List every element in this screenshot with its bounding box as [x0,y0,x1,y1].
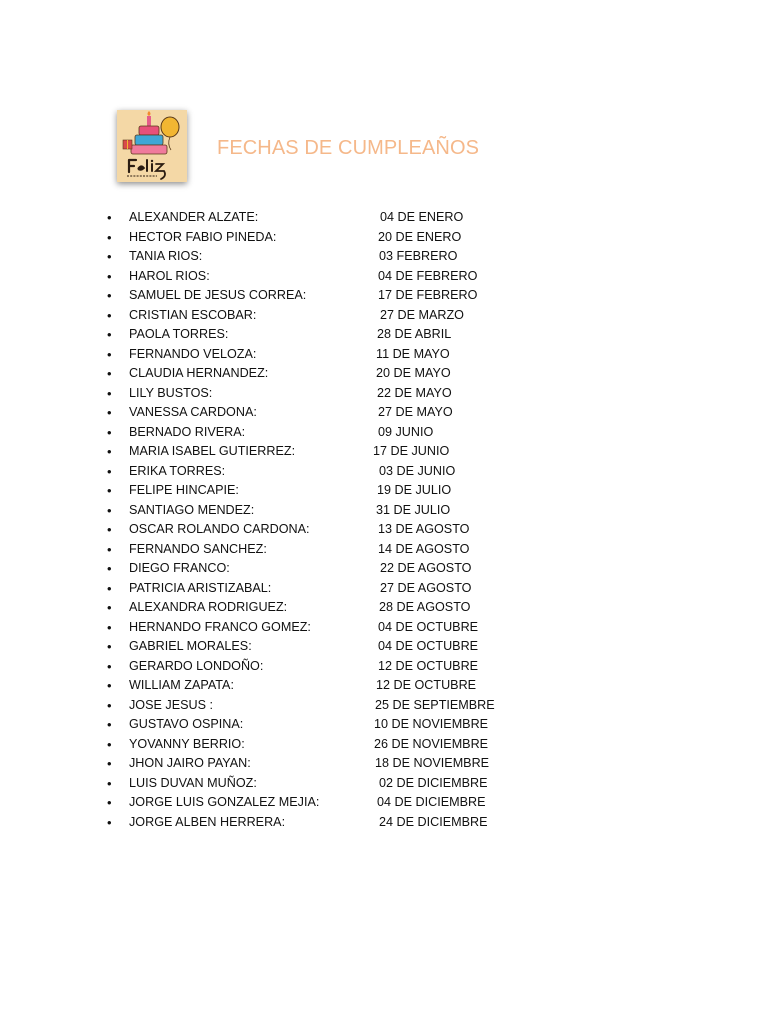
list-item [105,676,545,696]
list-item [105,540,545,560]
person-name: FERNANDO VELOZA: [129,346,257,361]
list-item [105,774,545,794]
list-item [105,637,545,657]
list-item [105,247,545,267]
birthday-date: 18 DE NOVIEMBRE [375,756,490,770]
birthday-date: 24 DE DICIEMBRE [379,814,488,829]
birthday-list [105,208,545,832]
person-name: DIEGO FRANCO: [129,561,230,575]
list-item [105,793,545,813]
person-name: PAOLA TORRES: [129,327,229,341]
person-name: ERIKA TORRES: [129,463,226,478]
bullet-icon: • [107,307,112,323]
person-name: BERNADO RIVERA: [129,424,246,439]
person-name: SAMUEL DE JESUS CORREA: [129,288,307,302]
list-item [105,384,545,404]
birthday-cake-icon [117,110,187,182]
bullet-icon: • [107,756,112,771]
bullet-icon: • [107,561,112,576]
feliz-cumpleanos-logo [117,110,187,182]
birthday-date: 20 DE MAYO [376,366,451,380]
list-item [105,813,545,833]
bullet-icon: • [107,502,112,518]
bullet-icon: • [107,814,112,830]
person-name: JORGE ALBEN HERRERA: [129,814,286,829]
birthday-date: 04 DE FEBRERO [378,268,478,283]
page-title: FECHAS DE CUMPLEAÑOS [217,137,480,159]
bullet-icon: • [107,736,112,752]
bullet-icon: • [107,444,112,459]
list-item [105,462,545,482]
list-item [105,735,545,755]
person-name: HECTOR FABIO PINEDA: [129,229,277,244]
birthday-date: 04 DE ENERO [380,210,464,224]
bullet-icon: • [107,249,112,264]
list-item [105,228,545,248]
bullet-icon: • [107,697,112,713]
bullet-icon: • [107,288,112,303]
list-item [105,286,545,306]
birthday-date: 17 DE FEBRERO [378,288,478,302]
list-item [105,364,545,384]
bullet-icon: • [107,385,112,401]
birthday-date: 13 DE AGOSTO [378,522,470,536]
birthday-date: 09 JUNIO [378,424,434,439]
bullet-icon: • [107,600,112,615]
list-item [105,325,545,345]
list-item [105,403,545,423]
person-name: HAROL RIOS: [129,268,210,283]
person-name: GERARDO LONDOÑO: [129,658,264,673]
bullet-icon: • [107,210,112,225]
birthday-date: 14 DE AGOSTO [378,541,470,556]
bullet-icon: • [107,346,112,362]
bullet-icon: • [107,229,112,245]
bullet-icon: • [107,483,112,498]
list-item [105,481,545,501]
list-item [105,754,545,774]
bullet-icon: • [107,327,112,342]
birthday-date: 03 DE JUNIO [379,463,456,478]
birthday-date: 17 DE JUNIO [373,444,450,458]
person-name: CLAUDIA HERNANDEZ: [129,366,269,380]
bullet-icon: • [107,522,112,537]
person-name: JOSE JESUS : [129,697,213,712]
person-name: TANIA RIOS: [129,249,203,263]
person-name: ALEXANDRA RODRIGUEZ: [129,600,288,614]
person-name: HERNANDO FRANCO GOMEZ: [129,619,311,634]
birthday-date: 12 DE OCTUBRE [376,678,477,692]
birthday-date: 03 FEBRERO [379,249,458,263]
person-name: ALEXANDER ALZATE: [129,210,259,224]
person-name: GUSTAVO OSPINA: [129,717,244,731]
person-name: PATRICIA ARISTIZABAL: [129,580,272,595]
birthday-date: 19 DE JULIO [377,483,452,497]
bullet-icon: • [107,795,112,810]
person-name: CRISTIAN ESCOBAR: [129,307,257,322]
bullet-icon: • [107,678,112,693]
list-item [105,559,545,579]
bullet-icon: • [107,717,112,732]
birthday-date: 31 DE JULIO [376,502,451,517]
person-name: WILLIAM ZAPATA: [129,678,234,692]
list-item [105,423,545,443]
birthday-date: 11 DE MAYO [376,346,450,361]
birthday-date: 10 DE NOVIEMBRE [374,717,489,731]
list-item [105,208,545,228]
birthday-date: 04 DE OCTUBRE [378,619,479,634]
person-name: FERNANDO SANCHEZ: [129,541,267,556]
bullet-icon: • [107,424,112,440]
person-name: MARIA ISABEL GUTIERREZ: [129,444,296,458]
list-item [105,306,545,326]
bullet-icon: • [107,268,112,284]
birthday-date: 28 DE AGOSTO [379,600,471,614]
list-item [105,657,545,677]
birthday-date: 27 DE MAYO [378,405,453,419]
birthday-date: 02 DE DICIEMBRE [379,775,488,790]
bullet-icon: • [107,658,112,674]
list-item [105,520,545,540]
birthday-date: 22 DE AGOSTO [380,561,472,575]
person-name: GABRIEL MORALES: [129,639,252,653]
person-name: LUIS DUVAN MUÑOZ: [129,775,257,790]
list-item [105,598,545,618]
person-name: JORGE LUIS GONZALEZ MEJIA: [129,795,320,809]
list-item [105,267,545,287]
birthday-date: 28 DE ABRIL [377,327,452,341]
person-name: VANESSA CARDONA: [129,405,257,419]
person-name: YOVANNY BERRIO: [129,736,245,751]
list-item [105,579,545,599]
list-item [105,501,545,521]
person-name: JHON JAIRO PAYAN: [129,756,251,770]
person-name: OSCAR ROLANDO CARDONA: [129,522,310,536]
bullet-icon: • [107,541,112,557]
person-name: LILY BUSTOS: [129,385,213,400]
bullet-icon: • [107,366,112,381]
list-item [105,696,545,716]
bullet-icon: • [107,639,112,654]
birthday-date: 25 DE SEPTIEMBRE [375,697,495,712]
birthday-date: 26 DE NOVIEMBRE [374,736,489,751]
birthday-date: 04 DE OCTUBRE [378,639,479,653]
list-item [105,618,545,638]
bullet-icon: • [107,619,112,635]
birthday-date: 27 DE MARZO [380,307,464,322]
list-item [105,442,545,462]
birthday-date: 12 DE OCTUBRE [378,658,479,673]
birthday-date: 22 DE MAYO [377,385,452,400]
person-name: FELIPE HINCAPIE: [129,483,239,497]
bullet-icon: • [107,463,112,479]
bullet-icon: • [107,775,112,791]
bullet-icon: • [107,405,112,420]
birthday-date: 20 DE ENERO [378,229,462,244]
birthday-date: 27 DE AGOSTO [380,580,472,595]
birthday-date: 04 DE DICIEMBRE [377,795,486,809]
person-name: SANTIAGO MENDEZ: [129,502,255,517]
list-item [105,345,545,365]
list-item [105,715,545,735]
bullet-icon: • [107,580,112,596]
